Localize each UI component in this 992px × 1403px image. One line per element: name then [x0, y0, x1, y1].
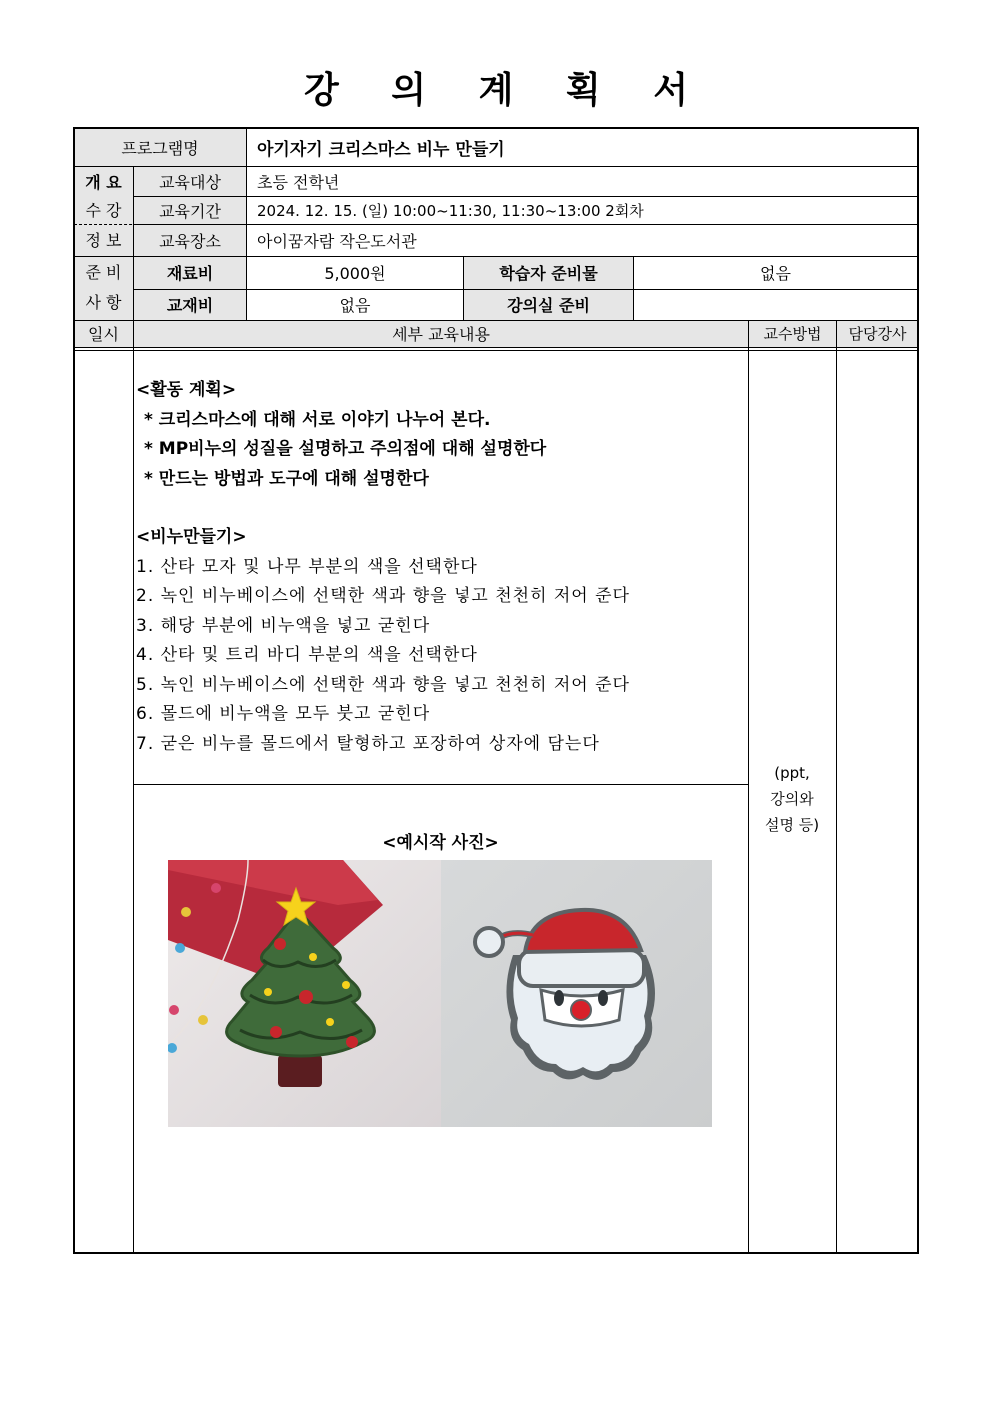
attendance-group-line2: 정 보 — [85, 231, 122, 250]
activity-item: * 만드는 방법과 도구에 대해 설명한다 — [144, 468, 429, 489]
soap-step: 4. 산타 및 트리 바디 부분의 색을 선택한다 — [136, 645, 478, 665]
prep-group-line1: 준 비 — [85, 263, 122, 282]
header-content: 세부 교육내용 — [392, 325, 490, 344]
prep-group-label — [74, 256, 133, 320]
teaching-method-line2: 강의와 — [770, 790, 814, 808]
christmas-tree-soap-photo — [168, 860, 441, 1127]
example-photos-heading: <예시작 사진> — [382, 833, 499, 853]
header-instructor: 담당강사 — [848, 325, 907, 343]
teaching-method — [749, 760, 835, 838]
classroom-prep-value — [634, 289, 917, 320]
soap-step: 2. 녹인 비누베이스에 선택한 색과 향을 넣고 천천히 저어 준다 — [136, 586, 630, 606]
header-method: 교수방법 — [763, 325, 822, 343]
document-title: 강 의 계 획 서 — [303, 70, 708, 111]
attendance-group-line1: 수 강 — [85, 201, 122, 220]
period-value: 2024. 12. 15. (일) 10:00~11:30, 11:30~13:00 2회차 — [257, 201, 644, 220]
learner-supplies-value: 없음 — [760, 264, 791, 283]
activity-item: * 크리스마스에 대해 서로 이야기 나누어 본다. — [144, 409, 491, 430]
spacer — [136, 494, 630, 523]
teaching-method-line1: (ppt, — [774, 764, 810, 782]
program-label: 프로그램명 — [121, 138, 199, 158]
santa-soap-photo — [441, 860, 712, 1127]
grid-line — [74, 350, 918, 351]
learner-supplies-label: 학습자 준비물 — [499, 264, 598, 283]
grid-line — [836, 320, 837, 1253]
textbook-label: 교재비 — [166, 296, 214, 315]
overview-group-label: 개 요 — [85, 172, 122, 192]
textbook-value: 없음 — [339, 296, 371, 315]
material-value: 5,000원 — [324, 264, 386, 283]
grid-line — [133, 784, 748, 785]
material-label: 재료비 — [166, 264, 214, 283]
period-label: 교육기간 — [159, 201, 221, 221]
place-value: 아이꿈자람 작은도서관 — [257, 231, 417, 251]
soap-making-heading: <비누만들기> — [136, 527, 247, 547]
header-date: 일시 — [88, 325, 119, 344]
teaching-method-line3: 설명 등) — [764, 816, 820, 834]
soap-step: 5. 녹인 비누베이스에 선택한 색과 향을 넣고 천천히 저어 준다 — [136, 674, 630, 695]
place-label: 교육장소 — [159, 231, 221, 251]
soap-step: 6. 몰드에 비누액을 모두 붓고 굳힌다 — [136, 704, 431, 724]
classroom-prep-label: 강의실 준비 — [507, 296, 590, 315]
lesson-content — [136, 376, 630, 759]
prep-group-line2: 사 항 — [85, 293, 122, 312]
activity-item: * MP비누의 성질을 설명하고 주의점에 대해 설명한다 — [144, 439, 547, 459]
soap-step: 7. 굳은 비누를 몰드에서 탈형하고 포장하여 상자에 담는다 — [136, 733, 600, 754]
grid-line — [74, 347, 918, 348]
soap-step: 1. 산타 모자 및 나무 부분의 색을 선택한다 — [136, 556, 478, 577]
target-label: 교육대상 — [159, 172, 221, 192]
program-name: 아기자기 크리스마스 비누 만들기 — [257, 139, 505, 160]
activity-plan-heading: <활동 계획> — [136, 380, 237, 400]
target-value: 초등 전학년 — [257, 172, 340, 192]
attendance-group-label — [74, 196, 133, 256]
soap-step: 3. 해당 부분에 비누액을 넣고 굳힌다 — [136, 615, 431, 636]
